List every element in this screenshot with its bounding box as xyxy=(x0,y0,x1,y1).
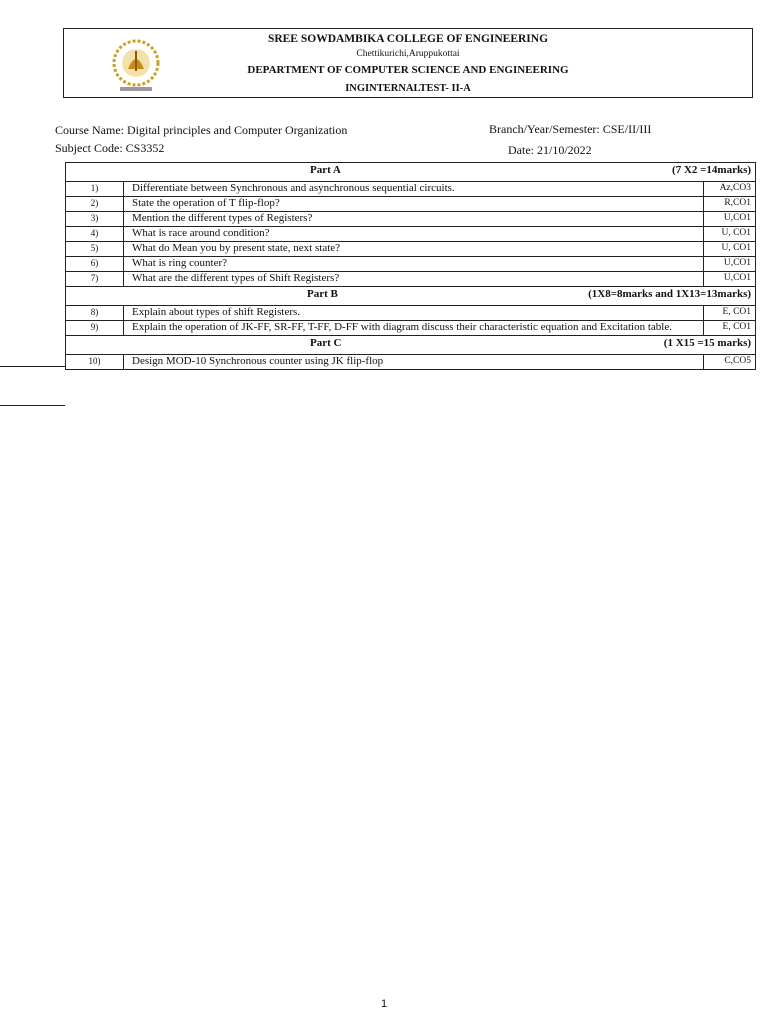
question-number: 10) xyxy=(66,355,124,370)
question-text: Explain the operation of JK-FF, SR-FF, T-FF, D-FF with diagram discuss their characteristic equation and Excitation table. xyxy=(124,321,704,336)
blooms-co-level: Az,CO3 xyxy=(704,182,756,197)
question-text: What do Mean you by present state, next state? xyxy=(124,242,704,257)
department-name: DEPARTMENT OF COMPUTER SCIENCE AND ENGINEERING xyxy=(247,64,569,76)
page-number: 1 xyxy=(380,998,388,1010)
part-c-header xyxy=(66,336,756,355)
divider xyxy=(0,366,65,367)
question-row xyxy=(66,257,756,272)
question-row xyxy=(66,242,756,257)
part-a-header xyxy=(66,163,756,182)
question-text: Differentiate between Synchronous and asynchronous sequential circuits. xyxy=(124,182,704,197)
question-row xyxy=(66,355,756,370)
divider xyxy=(0,405,65,406)
question-row xyxy=(66,182,756,197)
test-title: INGINTERNALTEST- II-A xyxy=(345,83,471,94)
blooms-co-level: U,CO1 xyxy=(704,212,756,227)
part-marks: (1 X15 =15 marks) xyxy=(663,337,752,349)
question-text: Mention the different types of Registers? xyxy=(124,212,704,227)
question-number: 1) xyxy=(66,182,124,197)
blooms-co-level: C,CO5 xyxy=(704,355,756,370)
part-title: Part B xyxy=(307,288,338,300)
question-text: What are the different types of Shift Registers? xyxy=(124,272,704,287)
subject-code: Subject Code: CS3352 xyxy=(55,141,165,155)
part-marks: (7 X2 =14marks) xyxy=(672,164,752,176)
exam-date: Date: 21/10/2022 xyxy=(508,143,592,157)
question-number: 2) xyxy=(66,197,124,212)
question-number: 4) xyxy=(66,227,124,242)
question-row xyxy=(66,212,756,227)
blooms-co-level: E, CO1 xyxy=(704,306,756,321)
question-row xyxy=(66,306,756,321)
blooms-co-level: E, CO1 xyxy=(704,321,756,336)
question-row xyxy=(66,272,756,287)
blooms-co-level: U,CO1 xyxy=(704,272,756,287)
question-table xyxy=(65,162,756,370)
blooms-co-level: U,CO1 xyxy=(704,257,756,272)
question-row xyxy=(66,321,756,336)
college-name: SREE SOWDAMBIKA COLLEGE OF ENGINEERING xyxy=(267,33,549,45)
question-number: 3) xyxy=(66,212,124,227)
question-row xyxy=(66,197,756,212)
blooms-co-level: U, CO1 xyxy=(704,227,756,242)
question-text: Design MOD-10 Synchronous counter using JK flip-flop xyxy=(124,355,704,370)
question-number: 7) xyxy=(66,272,124,287)
part-marks: (1X8=8marks and 1X13=13marks) xyxy=(588,288,752,300)
question-row xyxy=(66,227,756,242)
question-text: What is ring counter? xyxy=(124,257,704,272)
college-location: Chettikurichi,Aruppukottai xyxy=(356,49,460,59)
branch-year-semester: Branch/Year/Semester: CSE/II/III xyxy=(489,122,652,136)
header-box xyxy=(63,28,753,98)
blooms-co-level: U, CO1 xyxy=(704,242,756,257)
question-text: What is race around condition? xyxy=(124,227,704,242)
part-title: Part A xyxy=(310,164,341,176)
question-number: 8) xyxy=(66,306,124,321)
question-number: 9) xyxy=(66,321,124,336)
question-text: State the operation of T flip-flop? xyxy=(124,197,704,212)
question-number: 6) xyxy=(66,257,124,272)
question-text: Explain about types of shift Registers. xyxy=(124,306,704,321)
part-title: Part C xyxy=(310,337,342,349)
question-number: 5) xyxy=(66,242,124,257)
course-name: Course Name: Digital principles and Computer Organization xyxy=(55,123,348,137)
part-b-header xyxy=(66,287,756,306)
blooms-co-level: R,CO1 xyxy=(704,197,756,212)
